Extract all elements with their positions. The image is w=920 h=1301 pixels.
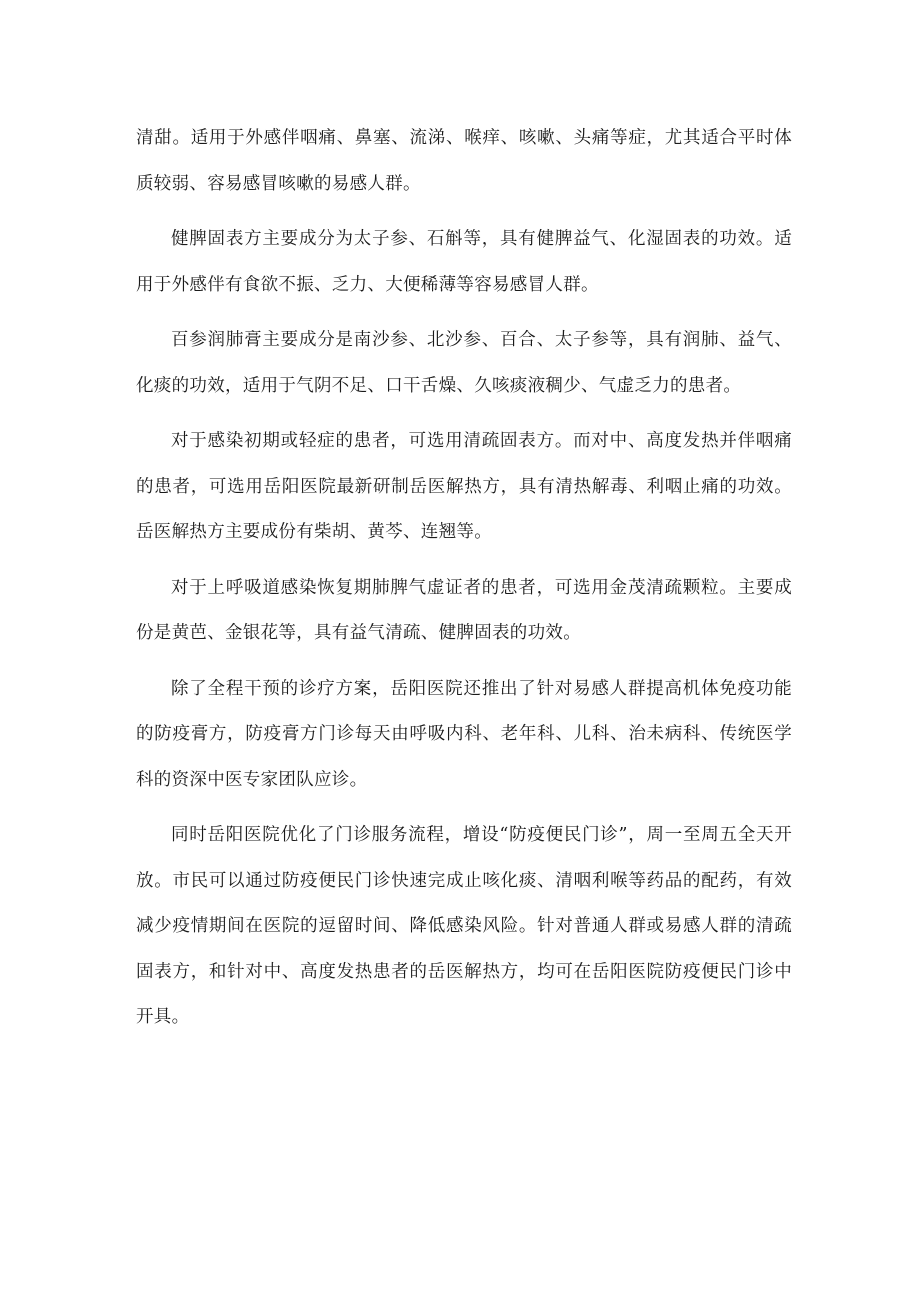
paragraph-clinic-service: 同时岳阳医院优化了门诊服务流程，增设“防疫便民门诊”，周一至周五全天开放。市民可以通过防疫便民门诊快速完成止咳化痰、清咽利喉等药品的配药，有效减少疫情期间在医院的逗留时间、降低感染风险。针对普通人群或易感人群的清疏固表方，和针对中、高度发热患者的岳医解热方，均可在岳阳医院防疫便民门诊中开具。 (136, 825, 792, 1027)
paragraph-continuation: 清甜。适用于外感伴咽痛、鼻塞、流涕、喉痒、咳嗽、头痛等症，尤其适合平时体质较弱、容易感冒咳嗽的易感人群。 (136, 128, 792, 194)
paragraph-recovery-phase: 对于上呼吸道感染恢复期肺脾气虚证者的患者，可选用金茂清疏颗粒。主要成份是黄芭、金银花等，具有益气清疏、健脾固表的功效。 (136, 577, 792, 643)
paragraph-baishen-paste: 百参润肺膏主要成分是南沙参、北沙参、百合、太子参等，具有润肺、益气、化痰的功效，适用于气阴不足、口干舌燥、久咳痰液稠少、气虚乏力的患者。 (136, 330, 792, 396)
document-body (136, 116, 792, 1051)
paragraph-jianpi-formula: 健脾固表方主要成分为太子参、石斛等，具有健脾益气、化湿固表的功效。适用于外感伴有食欲不振、乏力、大便稀薄等容易感冒人群。 (136, 229, 792, 295)
paragraph-initial-infection: 对于感染初期或轻症的患者，可选用清疏固表方。而对中、高度发热并伴咽痛的患者，可选用岳阳医院最新研制岳医解热方，具有清热解毒、利咽止痛的功效。岳医解热方主要成份有柴胡、黄芩、连翘等。 (136, 431, 792, 542)
paragraph-immunity-paste: 除了全程干预的诊疗方案，岳阳医院还推出了针对易感人群提高机体免疫功能的防疫膏方，防疫膏方门诊每天由呼吸内科、老年科、儿科、治未病科、传统医学科的资深中医专家团队应诊。 (136, 678, 792, 790)
